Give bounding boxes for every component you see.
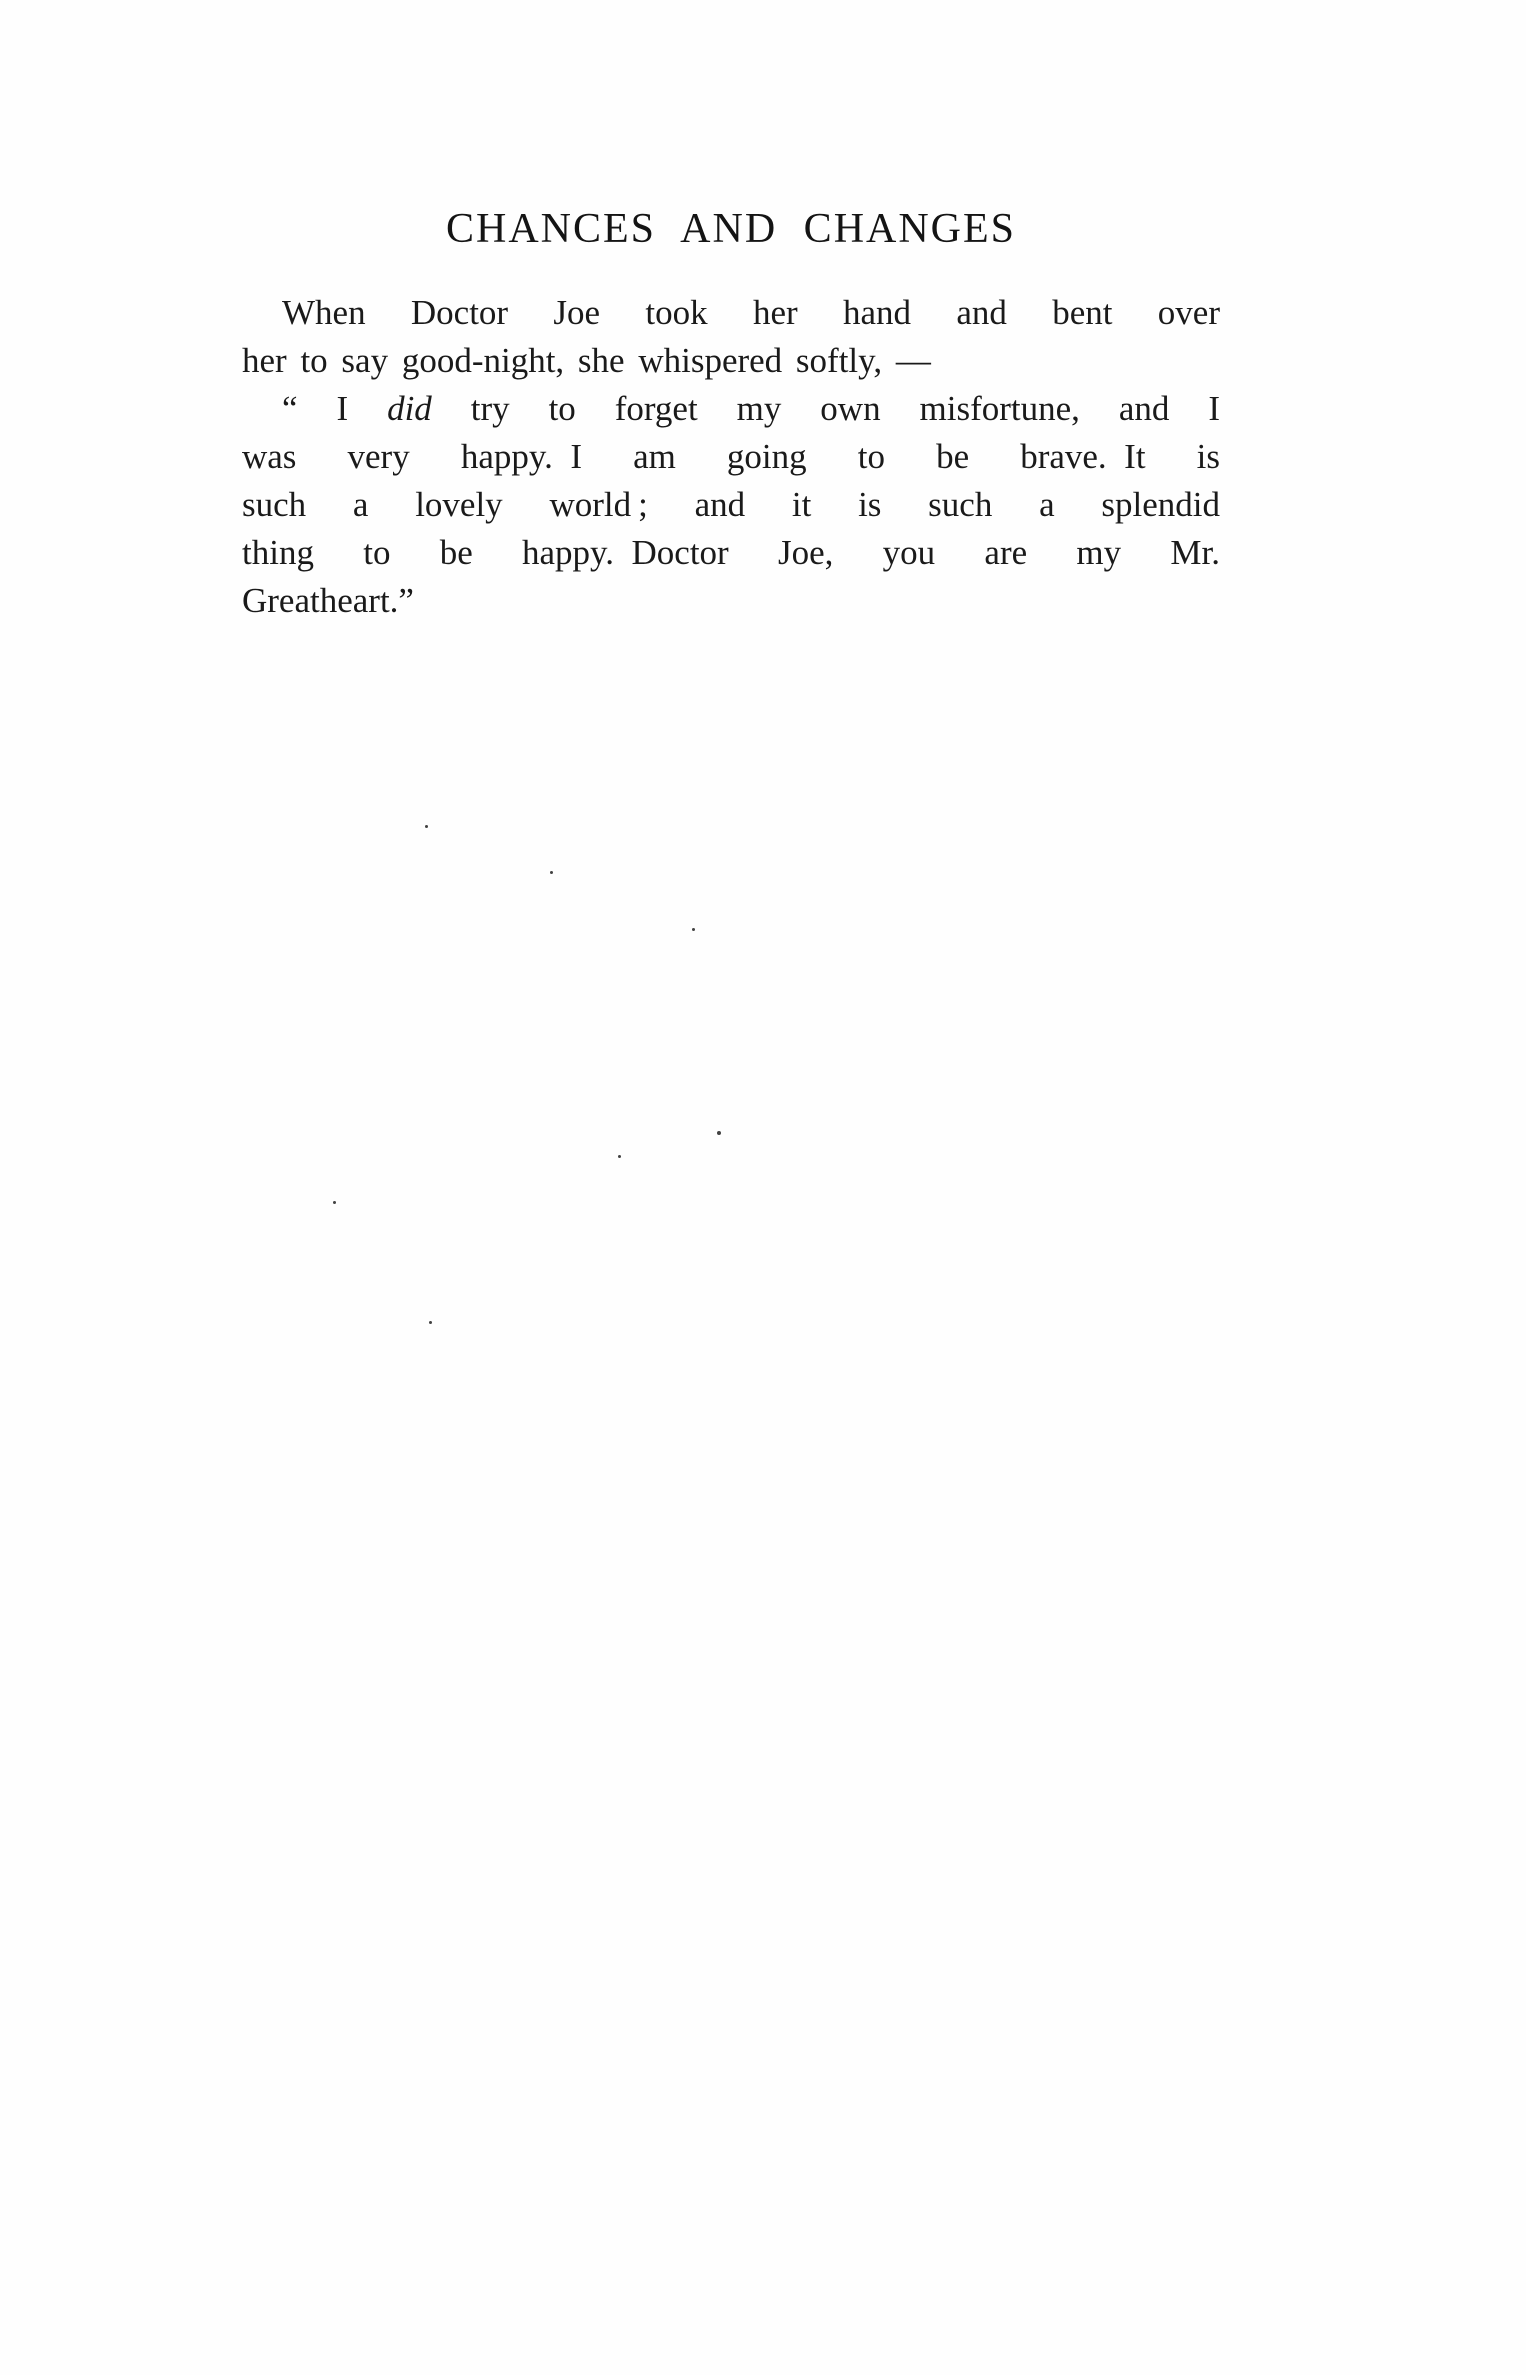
text-line	[242, 529, 1220, 577]
text-line	[242, 385, 1220, 433]
text-segment: Greatheart.”	[242, 581, 414, 620]
scan-speck	[333, 1201, 336, 1204]
text-segment: such a lovely world ; and it is such a splendid	[242, 485, 1220, 524]
italic-text-segment: did	[387, 389, 432, 428]
scan-speck	[692, 928, 695, 931]
text-segment: When Doctor Joe took her hand and bent over	[282, 293, 1220, 332]
text-segment: her to say good-night, she whispered softly, —	[242, 341, 931, 380]
scan-speck	[618, 1155, 621, 1158]
text-segment: “ I	[282, 389, 388, 428]
text-line	[242, 577, 1220, 625]
page-text-block	[242, 289, 1220, 625]
scan-speck	[717, 1131, 721, 1135]
scan-speck	[550, 871, 553, 874]
text-segment: thing to be happy. Doctor Joe, you are my Mr.	[242, 533, 1220, 572]
text-line	[242, 481, 1220, 529]
text-line	[242, 433, 1220, 481]
chapter-heading: CHANCES AND CHANGES	[445, 206, 1017, 252]
paragraph	[242, 289, 1220, 385]
paragraph	[242, 385, 1220, 625]
text-line	[242, 337, 1220, 385]
text-line	[242, 289, 1220, 337]
scan-speck	[425, 825, 428, 828]
scan-speck	[429, 1321, 432, 1324]
text-segment: was very happy. I am going to be brave. It is	[242, 437, 1220, 476]
text-segment: try to forget my own misfortune, and I	[431, 389, 1220, 428]
